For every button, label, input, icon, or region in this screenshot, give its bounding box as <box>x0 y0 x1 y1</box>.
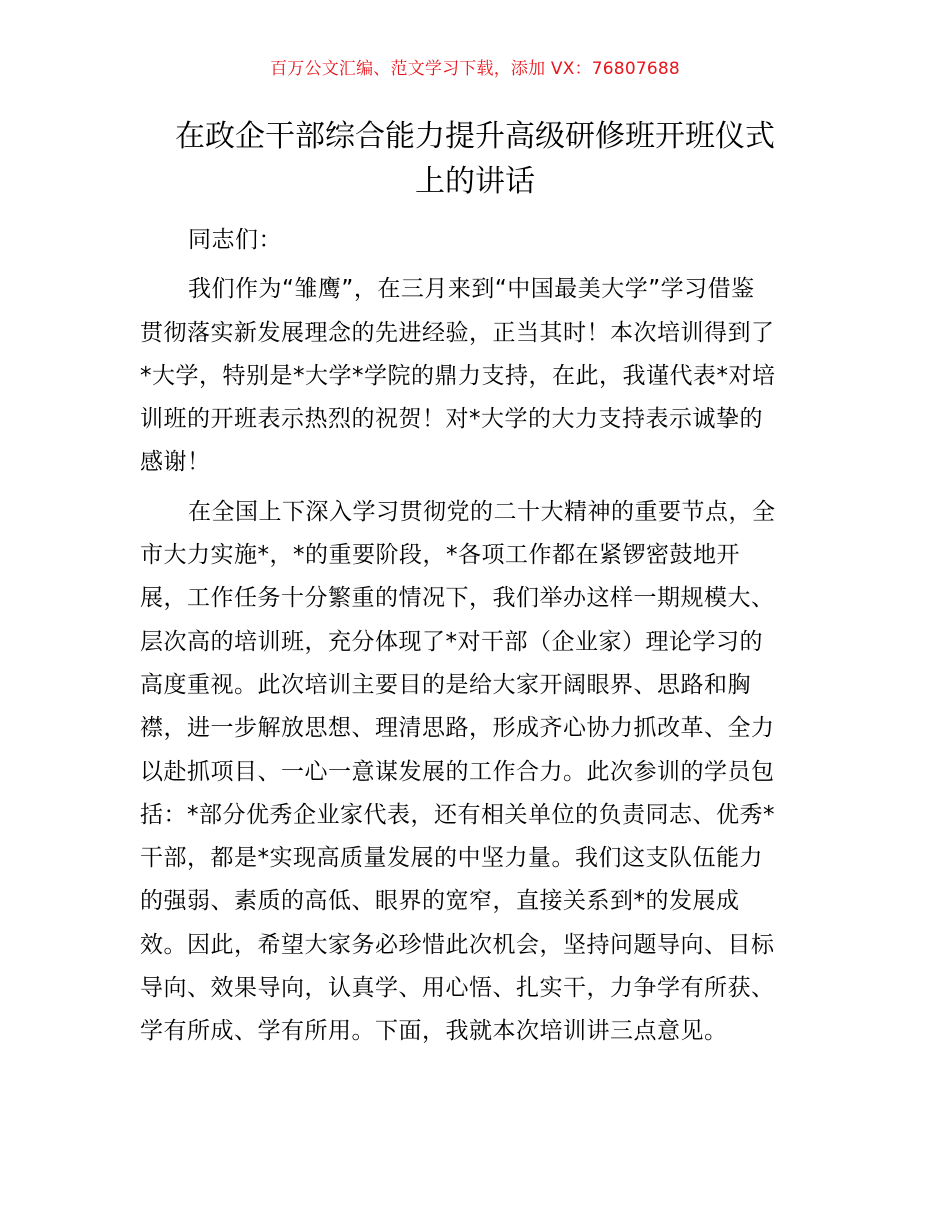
paragraph-line: 学有所成、学有所用。下面，我就本次培训讲三点意见。 <box>140 1018 728 1045</box>
document-body <box>140 219 820 1054</box>
paragraph-line: 贯彻落实新发展理念的先进经验，正当其时！本次培训得到了 <box>140 319 775 346</box>
paragraph-line: 层次高的培训班，充分体现了*对干部（企业家）理论学习的 <box>140 628 763 655</box>
paragraph-line: 襟，进一步解放思想、理清思路，形成齐心协力抓改革、全力 <box>140 715 775 742</box>
paragraph-line: 训班的开班表示热烈的祝贺！对*大学的大力支持表示诚挚的 <box>140 406 763 433</box>
salutation-text: 同志们： <box>188 227 282 253</box>
promo-banner: 百万公文汇编、范文学习下载，添加 VX：76807688 <box>270 59 680 79</box>
paragraph-line: 展，工作任务十分繁重的情况下，我们举办这样一期规模大、 <box>140 585 775 612</box>
paragraph-line: 高度重视。此次培训主要目的是给大家开阔眼界、思路和胸 <box>140 671 751 698</box>
paragraph-line: 括：*部分优秀企业家代表，还有相关单位的负责同志、优秀* <box>140 801 775 828</box>
paragraph-line: 的强弱、素质的高低、眼界的宽窄，直接关系到*的发展成 <box>140 888 740 915</box>
salutation <box>140 219 820 262</box>
document-title <box>120 114 830 204</box>
paragraph-line: 导向、效果导向，认真学、用心悟、扎实干，力争学有所获、 <box>140 975 775 1002</box>
paragraph-2 <box>140 491 820 1054</box>
paragraph-line: 我们作为“雏鹰”，在三月来到“中国最美大学”学习借鉴 <box>188 276 755 303</box>
paragraph-line: 在全国上下深入学习贯彻党的二十大精神的重要节点，全 <box>188 498 776 525</box>
paragraph-line: 效。因此，希望大家务必珍惜此次机会，坚持问题导向、目标 <box>140 931 775 958</box>
paragraph-line: 以赴抓项目、一心一意谋发展的工作合力。此次参训的学员包 <box>140 758 775 785</box>
paragraph-line: 感谢！ <box>140 449 211 476</box>
paragraph-line: 市大力实施*，*的重要阶段，*各项工作都在紧锣密鼓地开 <box>140 542 740 569</box>
paragraph-line: *大学，特别是*大学*学院的鼎力支持，在此，我谨代表*对培 <box>140 362 776 389</box>
paragraph-line: 干部，都是*实现高质量发展的中坚力量。我们这支队伍能力 <box>140 845 763 872</box>
paragraph-1 <box>140 268 820 484</box>
title-line: 在政企干部综合能力提升高级研修班开班仪式 <box>175 119 775 154</box>
title-line: 上的讲话 <box>415 164 535 199</box>
